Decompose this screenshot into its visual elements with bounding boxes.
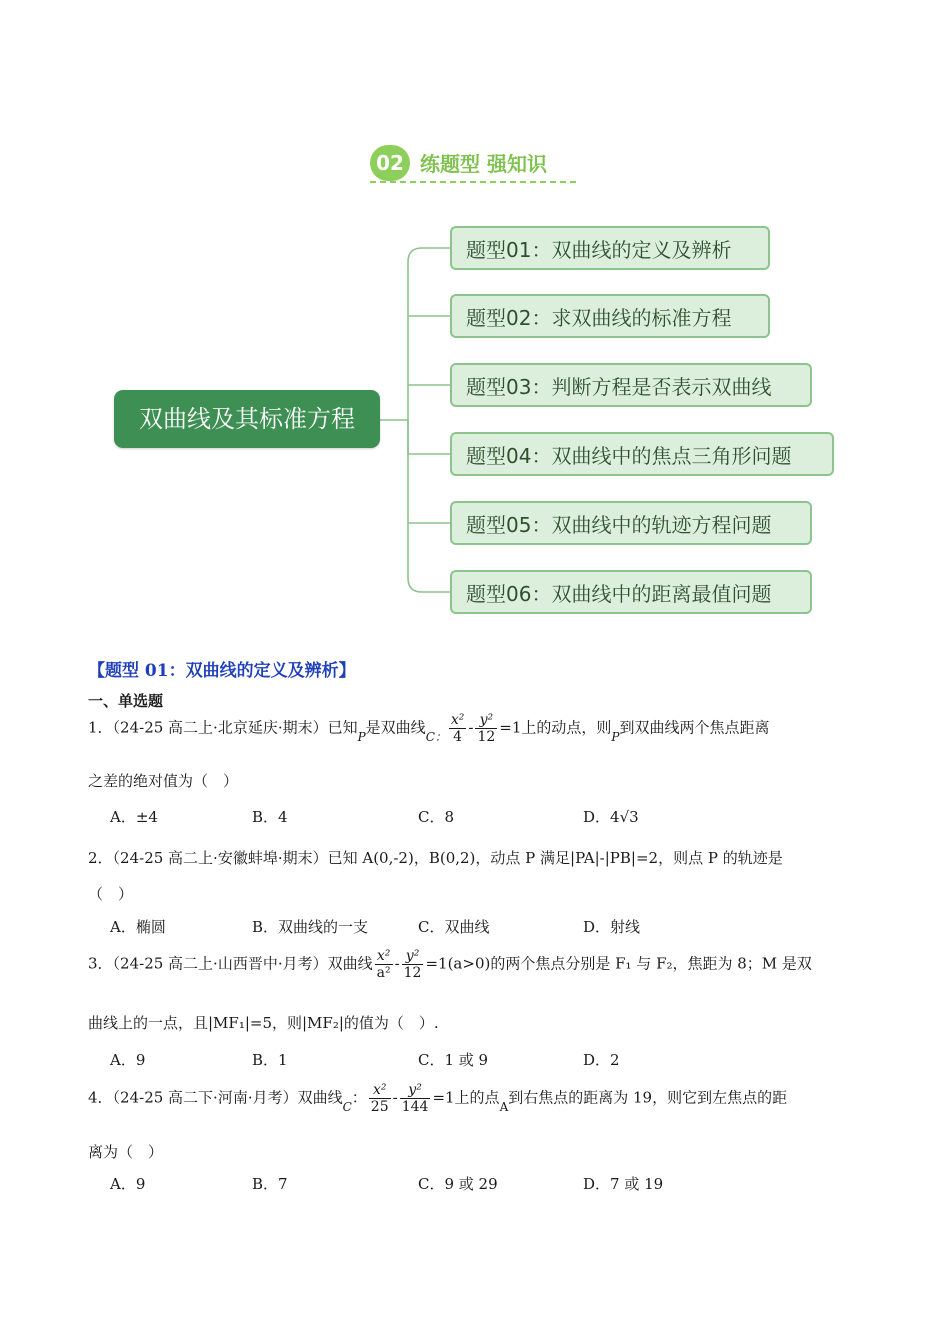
question-4-line-2: 离为（ ） xyxy=(88,1143,164,1161)
question-2-line-2: （ ） xyxy=(88,885,134,903)
question-2-option-c: C．双曲线 xyxy=(418,918,490,936)
question-3-option-b: B．1 xyxy=(252,1051,288,1069)
mindmap-node-type02: 题型02：求双曲线的标准方程 xyxy=(450,294,770,338)
question-3-option-c: C．1 或 9 xyxy=(418,1051,489,1069)
mindmap-node-type03: 题型03：判断方程是否表示双曲线 xyxy=(450,363,812,407)
question-4-option-c: C．9 或 29 xyxy=(418,1175,498,1193)
question-1-line-2: 之差的绝对值为（ ） xyxy=(88,772,239,790)
section-number-badge: 02 xyxy=(370,145,410,181)
question-2-option-b: B．双曲线的一支 xyxy=(252,918,369,936)
question-2-line-1: 2．（24-25 高二上·安徽蚌埠·期末）已知 A(0,-2)，B(0,2)，动点 P 满足|PA|-|PB|=2，则点 P 的轨迹是 xyxy=(88,849,783,867)
question-1-option-b: B．4 xyxy=(252,808,288,826)
question-1-option-c: C．8 xyxy=(418,808,455,826)
question-4-line-1: 4．（24-25 高二下·河南·月考）双曲线$_C$： $\frac{\text{x²}}{25}$ - $\frac{\text{y²}}{144}$ =1上的点$_A$到右焦点的距离为 19，则它到左焦点的距 xyxy=(88,1082,788,1115)
mindmap-root-topic: 双曲线及其标准方程 xyxy=(114,390,380,448)
mindmap-node-type05: 题型05：双曲线中的轨迹方程问题 xyxy=(450,501,812,545)
mindmap-node-type04: 题型04：双曲线中的焦点三角形问题 xyxy=(450,432,834,476)
mindmap-node-type01: 题型01：双曲线的定义及辨析 xyxy=(450,226,770,270)
question-3-option-a: A．9 xyxy=(110,1051,146,1069)
question-3-line-1: 3．（24-25 高二上·山西晋中·月考）双曲线 $\frac{\text{x²}}{\text{a²}}$ - $\frac{\text{y²}}{12}$ =1(a>0)的两个焦点分别是 F₁ 与 F₂，焦距为 8；M 是双 xyxy=(88,948,812,981)
question-1-option-a: A．±4 xyxy=(110,808,158,826)
question-1-option-d: D．4√3 xyxy=(583,808,639,826)
question-4-option-a: A．9 xyxy=(110,1175,146,1193)
question-3-option-d: D．2 xyxy=(583,1051,620,1069)
question-1-line-1: 1．（24-25 高二上·北京延庆·期末）已知$_P$是双曲线$_{C:}$ $\frac{\text{x²}}{4}$ - $\frac{\text{y²}}{12}$ =1上的动点，则$_P$到双曲线两个焦点距离 xyxy=(88,712,770,745)
question-group-title: 一、单选题 xyxy=(88,692,164,710)
question-2-option-a: A．椭圆 xyxy=(110,918,166,936)
question-3-line-2: 曲线上的一点，且|MF₁|=5，则|MF₂|的值为（ ）. xyxy=(88,1014,439,1032)
section-title: 【题型 01：双曲线的定义及辨析】 xyxy=(88,661,356,681)
section-header-title: 练题型 强知识 xyxy=(420,152,547,176)
question-4-option-d: D．7 或 19 xyxy=(583,1175,664,1193)
mindmap-node-type06: 题型06：双曲线中的距离最值问题 xyxy=(450,570,812,614)
question-4-option-b: B．7 xyxy=(252,1175,288,1193)
question-2-option-d: D．射线 xyxy=(583,918,641,936)
